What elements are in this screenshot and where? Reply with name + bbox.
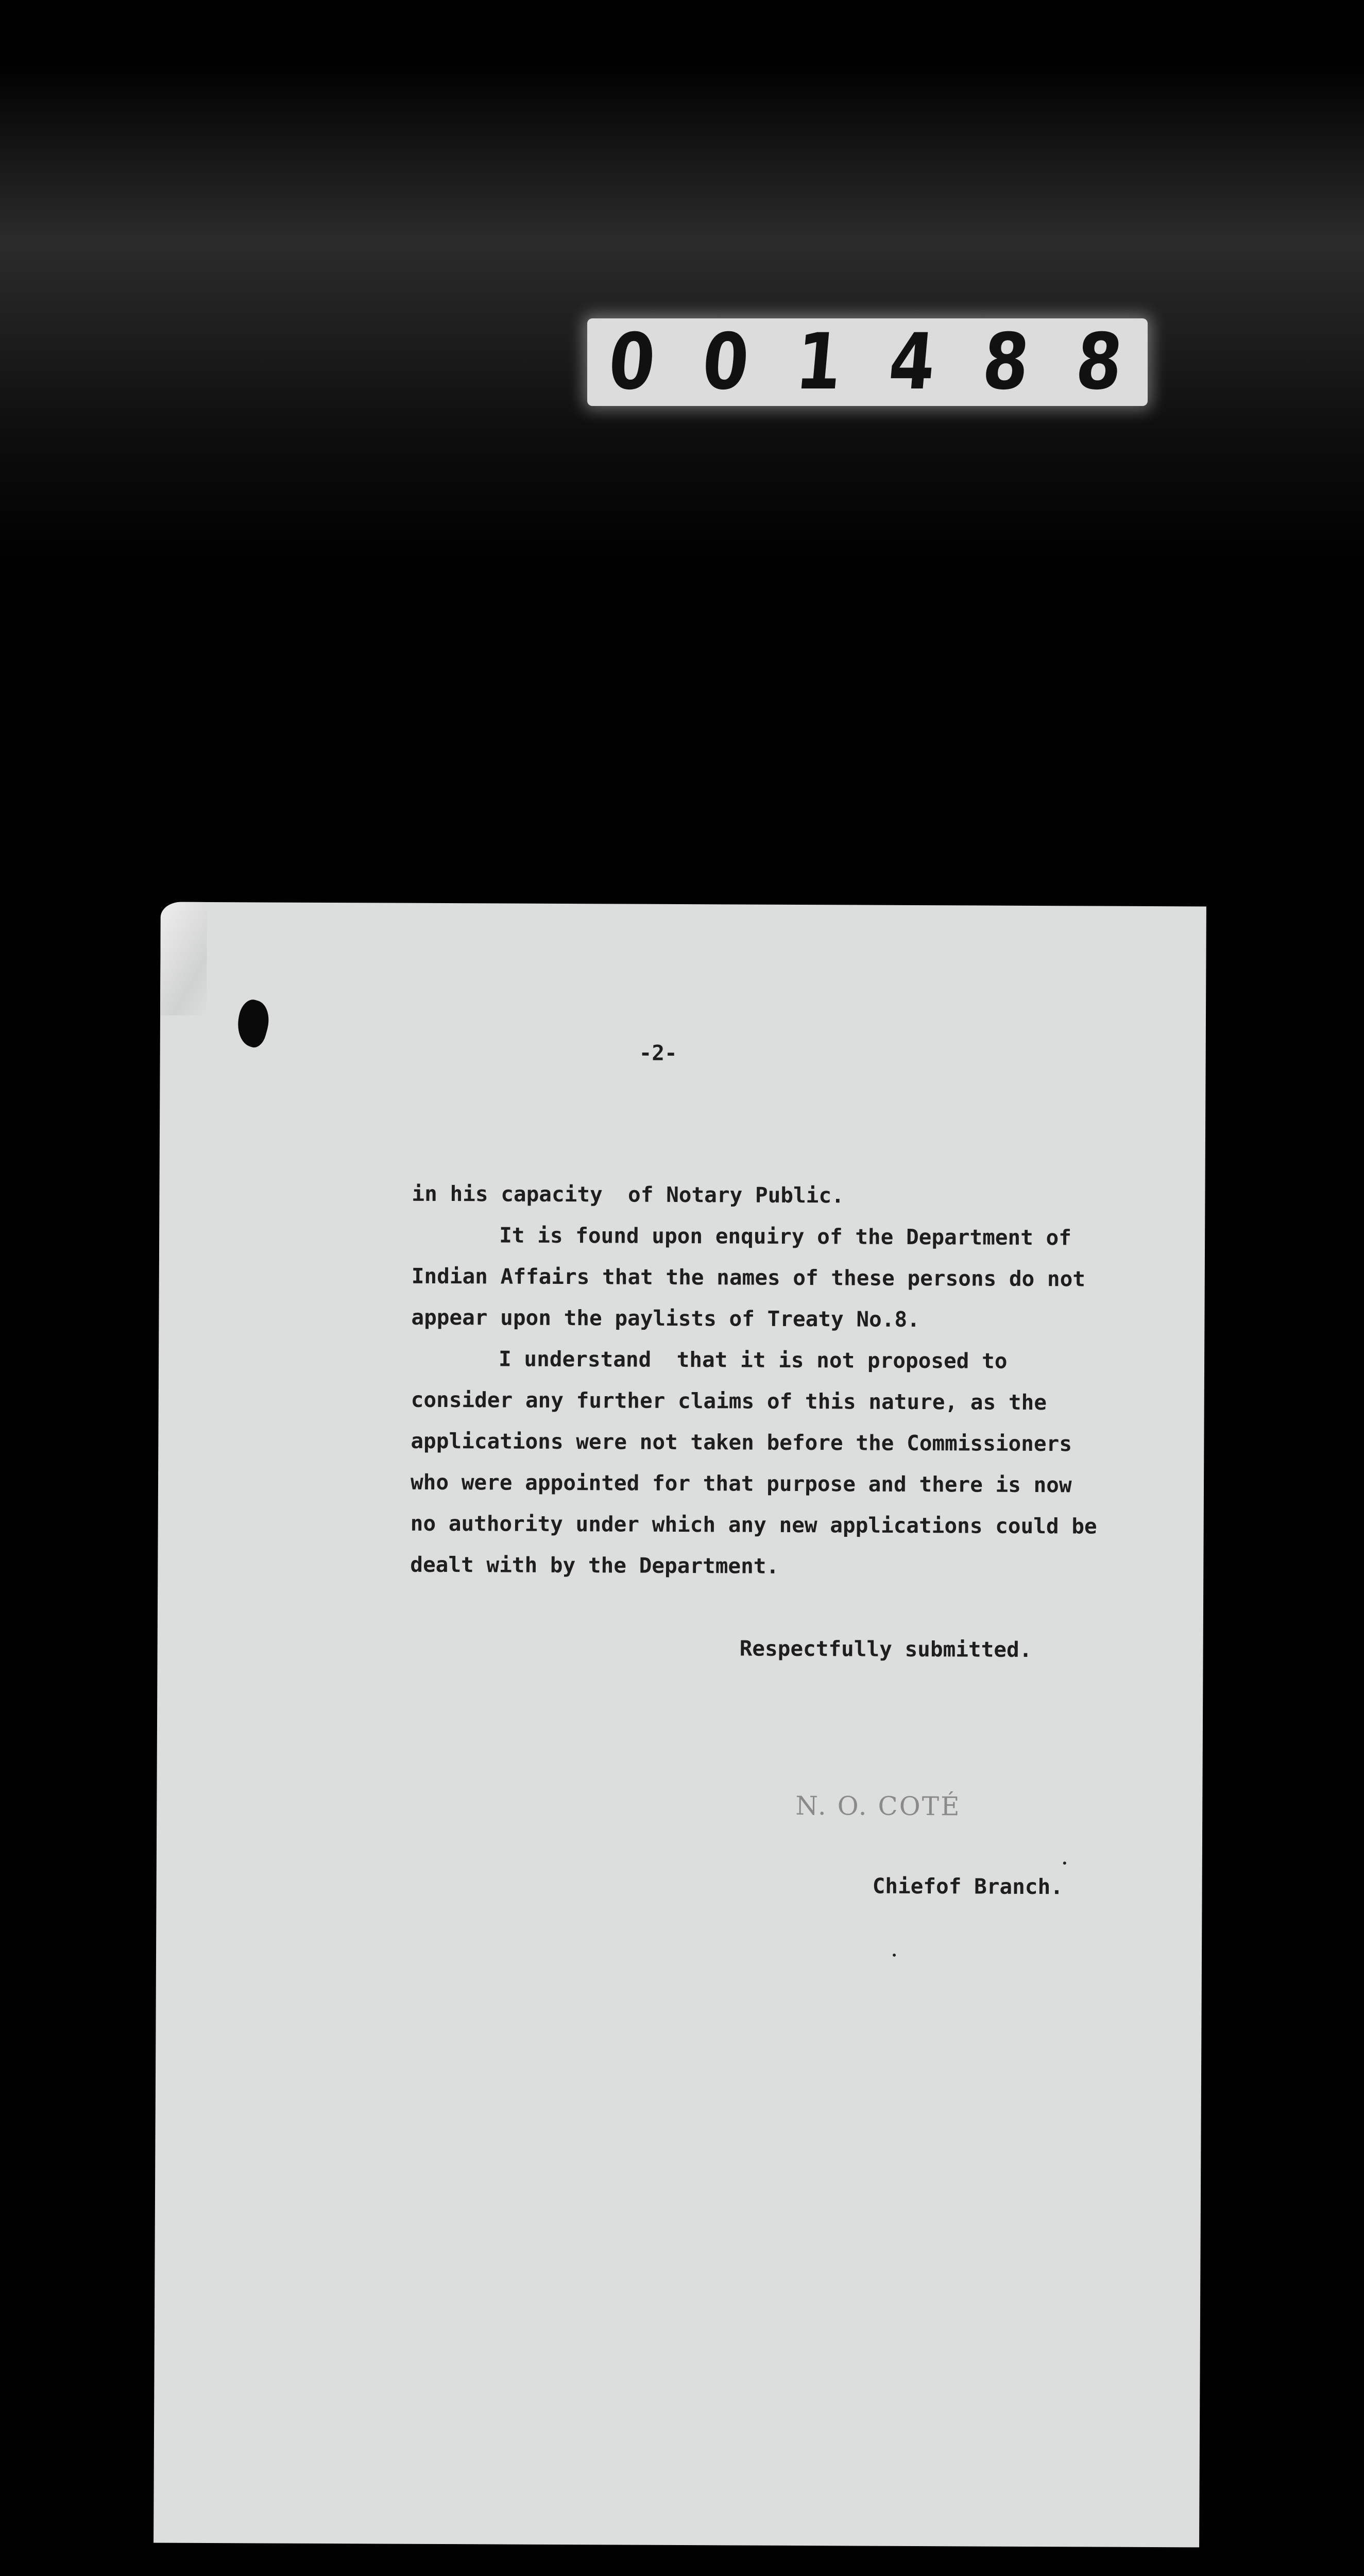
ink-speck — [893, 1954, 896, 1957]
frame-counter — [587, 318, 1148, 406]
frame-digit: 1 — [792, 317, 849, 407]
frame-digit: 4 — [885, 317, 943, 407]
closing: Respectfully submitted. — [739, 1636, 1032, 1662]
letter-line: Indian Affairs that the names of these persons do not — [411, 1263, 1086, 1292]
document-sheet — [154, 902, 1206, 2548]
letter-line: consider any further claims of this nature, as the — [411, 1387, 1047, 1415]
page-number: -2- — [639, 1040, 677, 1065]
ink-speck — [1063, 1861, 1066, 1865]
frame-digit: 8 — [979, 317, 1036, 407]
letter-body — [154, 902, 1206, 2548]
letter-line: It is found upon enquiry of the Department of — [499, 1223, 1072, 1250]
frame-digit: 0 — [605, 317, 663, 407]
letter-line: who were appointed for that purpose and there is now — [410, 1469, 1072, 1498]
letter-line: appear upon the paylists of Treaty No.8. — [411, 1304, 920, 1332]
microfilm-header-band — [0, 0, 1364, 592]
letter-line: I understand that it is not proposed to — [498, 1346, 1008, 1374]
letter-line: no authority under which any new applications could be — [410, 1511, 1097, 1539]
letter-line: dealt with by the Department. — [410, 1552, 779, 1579]
frame-digit: 0 — [698, 317, 756, 407]
signer-title: Chiefof Branch. — [872, 1873, 1064, 1900]
signature-stamp: N. O. COTÉ — [795, 1790, 961, 1822]
frame-digit: 8 — [1072, 317, 1130, 407]
letter-line: in his capacity of Notary Public. — [412, 1181, 844, 1208]
letter-line: applications were not taken before the Commissioners — [411, 1428, 1072, 1456]
